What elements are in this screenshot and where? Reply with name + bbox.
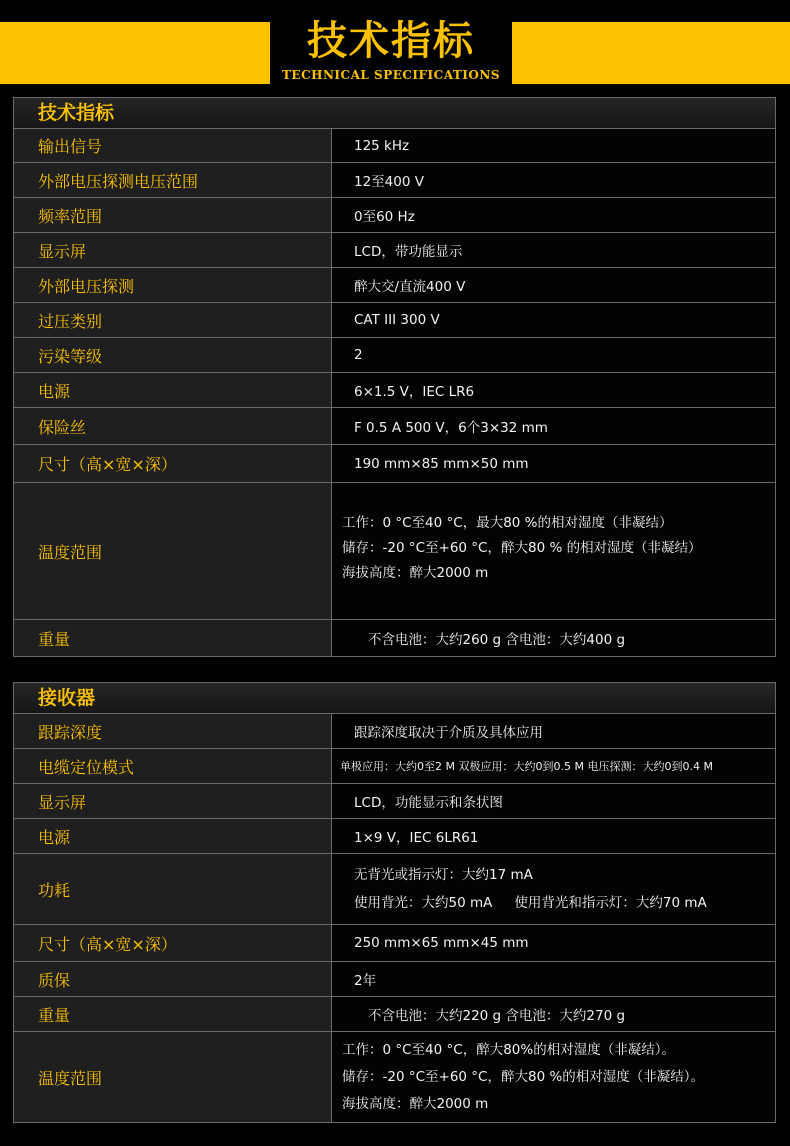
value-line: 海拔高度：醉大2000 m — [342, 1095, 489, 1112]
table-row — [14, 483, 775, 620]
row-value: 2 — [332, 338, 775, 372]
row-label: 功耗 — [14, 854, 332, 924]
value-part: 使用背光和指示灯：大约70 mA — [514, 895, 707, 911]
table-row — [14, 962, 775, 997]
value-line: 无背光或指示灯：大约17 mA — [354, 867, 533, 883]
row-value: 12至400 V — [332, 163, 775, 197]
value-line: 工作：0 °C至40 °C，最大80 %的相对湿度（非凝结） — [342, 515, 673, 531]
banner-title — [270, 0, 512, 92]
table-row — [14, 233, 775, 268]
table-row — [14, 997, 775, 1032]
value-line: 储存：-20 °C至+60 °C，醉大80 % 的相对湿度（非凝结） — [342, 540, 702, 556]
row-value: 醉大交/直流400 V — [332, 268, 775, 302]
row-label: 温度范围 — [14, 1032, 332, 1122]
row-value: 0至60 Hz — [332, 198, 775, 232]
row-value: 250 mm×65 mm×45 mm — [332, 925, 775, 961]
row-label: 输出信号 — [14, 129, 332, 162]
value-line: 工作：0 °C至40 °C，醉大80%的相对湿度（非凝结）。 — [342, 1041, 675, 1058]
banner-bar-right — [512, 22, 790, 84]
table-row — [14, 925, 775, 962]
table-row — [14, 268, 775, 303]
row-value: 125 kHz — [332, 129, 775, 162]
row-label: 尺寸（高×宽×深） — [14, 925, 332, 961]
row-label: 电源 — [14, 819, 332, 853]
row-value: LCD，带功能显示 — [332, 233, 775, 267]
row-value: F 0.5 A 500 V，6个3×32 mm — [332, 408, 775, 444]
table-row — [14, 373, 775, 408]
table-row — [14, 784, 775, 819]
row-label: 保险丝 — [14, 408, 332, 444]
row-value: 1×9 V，IEC 6LR61 — [332, 819, 775, 853]
table-row — [14, 620, 775, 656]
row-label: 显示屏 — [14, 233, 332, 267]
table-row — [14, 749, 775, 784]
section-title: 接收器 — [14, 683, 775, 714]
row-value: LCD，功能显示和条状图 — [332, 784, 775, 818]
table-row — [14, 198, 775, 233]
row-label: 显示屏 — [14, 784, 332, 818]
row-label: 重量 — [14, 997, 332, 1031]
section-title: 技术指标 — [14, 98, 775, 129]
row-label: 尺寸（高×宽×深） — [14, 445, 332, 482]
value-line: 海拔高度：醉大2000 m — [342, 565, 489, 581]
row-value: 6×1.5 V，IEC LR6 — [332, 373, 775, 407]
row-label: 污染等级 — [14, 338, 332, 372]
row-label: 频率范围 — [14, 198, 332, 232]
row-value: 单极应用：大约0至2 M 双极应用：大约0到0.5 M 电压探测：大约0到0.4 M — [332, 749, 775, 783]
header-banner — [0, 0, 790, 92]
row-value — [332, 483, 775, 619]
row-value: 190 mm×85 mm×50 mm — [332, 445, 775, 482]
row-label: 温度范围 — [14, 483, 332, 619]
row-label: 外部电压探测电压范围 — [14, 163, 332, 197]
row-label: 外部电压探测 — [14, 268, 332, 302]
page-subtitle: TECHNICAL SPECIFICATIONS — [282, 68, 500, 82]
row-label: 电缆定位模式 — [14, 749, 332, 783]
row-value — [332, 1032, 775, 1122]
table-row — [14, 714, 775, 749]
row-value — [332, 854, 775, 924]
row-label: 过压类别 — [14, 303, 332, 337]
table-row — [14, 408, 775, 445]
row-label: 质保 — [14, 962, 332, 996]
banner-bar-left — [0, 22, 270, 84]
table-row — [14, 338, 775, 373]
table-row — [14, 1032, 775, 1122]
row-value: CAT III 300 V — [332, 303, 775, 337]
value-part: 使用背光：大约50 mA — [354, 895, 493, 911]
table-row — [14, 819, 775, 854]
row-label: 重量 — [14, 620, 332, 656]
spec-table-receiver — [13, 682, 776, 1123]
value-line — [354, 889, 775, 917]
row-value: 不含电池：大约220 g 含电池：大约270 g — [332, 997, 775, 1031]
row-value: 2年 — [332, 962, 775, 996]
table-row — [14, 129, 775, 163]
row-label: 电源 — [14, 373, 332, 407]
table-row — [14, 303, 775, 338]
table-row — [14, 163, 775, 198]
table-row — [14, 854, 775, 925]
row-value: 跟踪深度取决于介质及具体应用 — [332, 714, 775, 748]
spec-table-transmitter — [13, 97, 776, 657]
table-row — [14, 445, 775, 483]
value-line: 储存：-20 °C至+60 °C，醉大80 %的相对湿度（非凝结）。 — [342, 1068, 705, 1085]
row-label: 跟踪深度 — [14, 714, 332, 748]
row-value: 不含电池：大约260 g 含电池：大约400 g — [332, 620, 775, 656]
page-title: 技术指标 — [307, 18, 475, 64]
